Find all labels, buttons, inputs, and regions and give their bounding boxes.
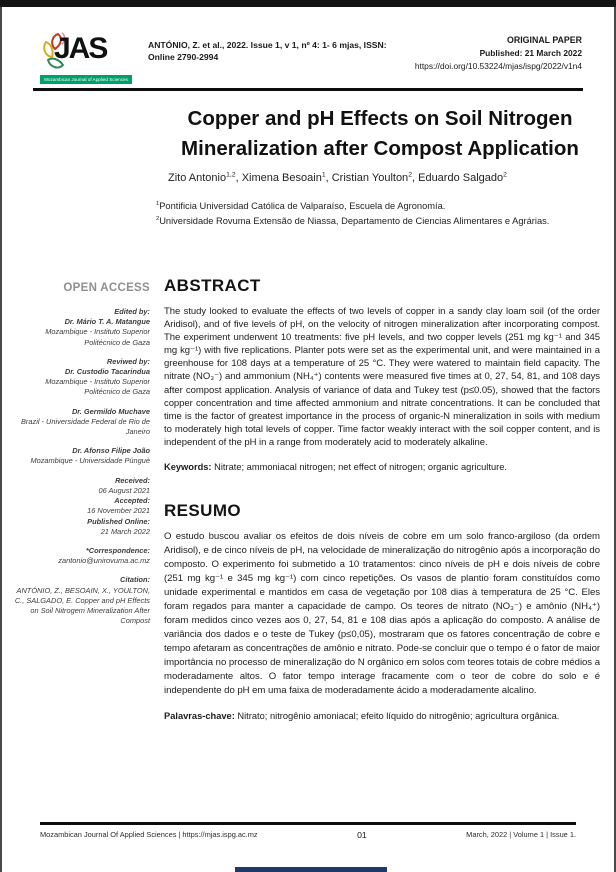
reviewed-by-label: Reviwed by: bbox=[106, 356, 150, 366]
footer-issue-info: March, 2022 | Volume 1 | Issue 1. bbox=[466, 830, 577, 839]
reviewer-block bbox=[8, 446, 150, 466]
published-online-label: Published Online: bbox=[87, 516, 150, 526]
author: Ximena Besoain$^1$, bbox=[241, 171, 332, 184]
accepted-date: 16 November 2021 bbox=[87, 506, 150, 516]
keywords-text: Nitrate; ammoniacal nitrogen; net effect of nitrogen; organic agriculture. bbox=[214, 462, 507, 473]
header-rule bbox=[33, 88, 583, 91]
affiliation: $^2$Universidade Rovuma Extensão de Niassa, Departamento de Ciencias Alimentares e Agrárias. bbox=[156, 216, 550, 227]
page-number: 01 bbox=[357, 830, 367, 840]
correspondence-block bbox=[8, 546, 150, 566]
main-content bbox=[164, 276, 600, 723]
editor-name: Dr. Mário T. A. Matangue bbox=[64, 317, 150, 327]
page-left-border bbox=[0, 7, 2, 872]
reviewer-name: Dr. Afonso Filipe João bbox=[72, 446, 150, 456]
reviewer-block bbox=[8, 407, 150, 438]
palavras-chave-line bbox=[164, 710, 600, 723]
footer-rule bbox=[40, 822, 576, 825]
published-date: Published: 21 March 2022 bbox=[479, 48, 582, 59]
header-citation-line: ANTÓNIO, Z. et al., 2022. Issue 1, v 1, nº 4: 1- 6 mjas, ISSN: Online 2790-2994 bbox=[148, 40, 387, 62]
correspondence-email[interactable]: zantonio@unirovuma.ac.mz bbox=[58, 556, 150, 566]
edited-by-label: Edited by: bbox=[114, 306, 150, 316]
keywords-line bbox=[164, 461, 562, 474]
resumo-heading: RESUMO bbox=[164, 501, 242, 521]
author: Cristian Youlton$^2$, bbox=[331, 171, 419, 184]
logo-acronym: JAS bbox=[54, 32, 107, 65]
abstract-heading: ABSTRACT bbox=[164, 276, 261, 295]
author: Eduardo Salgado$^2$ bbox=[418, 171, 507, 184]
reviewer-name: Dr. Germildo Muchave bbox=[71, 406, 150, 416]
resumo-body: O estudo buscou avaliar os efeitos de dois níveis de cobre em um solo franco-argiloso (da ordem Aridisol), e de cinco níveis de pH, na velocidade de mineralização do nitrogênio após a incorporação do composto. O experimento foi submetido a 10 tratamentos: cinco níveis de pH e dois níveis de cobre (251 mg kg⁻¹ e 345 mg kg⁻¹) com cinco repetições. Os vasos de plantio foram constituídos como unidade experimental e mantidos em casa de vegetação por 108 dias à temperatura de 25 °C. Eles foram regados para manter a capacidade de campo. Os teores de nitrato (NO₃⁻) e amônio (NH₄⁺) foram medidos cinco vezes aos 0, 27, 54, 81 e 108 dias após a aplicação do composto. A análise de variância dos dados e o teste de Tukey (p≤0,05), mostraram que os fatores concentração de cobre e tempo afetaram as concentrações de amônio e nitrato. Pode-se concluir que o tempo é o fator de maior importância no processo de mineralização do N orgânico em solos com teores totais de cobre médios a moderadamente altos. O fator tempo interage fracamente com o teor de cobre do solo e é independente do pH em uma faixa de moderadamente ácido a moderadamente alcalino. bbox=[164, 531, 600, 697]
paper-type-label: ORIGINAL PAPER bbox=[507, 35, 582, 45]
published-online-date: 21 March 2022 bbox=[100, 526, 150, 536]
title-line-1: Copper and pH Effects on Soil Nitrogen bbox=[187, 107, 573, 130]
doi-link[interactable]: https://doi.org/10.53224/mjas/ispg/2022/v1n4 bbox=[414, 60, 582, 71]
dates-block bbox=[8, 476, 150, 537]
edited-by-block bbox=[8, 307, 150, 348]
article-title bbox=[168, 104, 592, 163]
author: Zito Antonio$^{1,2}$, bbox=[168, 171, 242, 184]
journal-header bbox=[38, 30, 582, 84]
palavras-chave-text: Nitrato; nitrogênio amoniacal; efeito líquido do nitrogênio; agricultura orgânica. bbox=[237, 711, 560, 722]
article-meta-sidebar bbox=[8, 281, 150, 636]
logo-tagline: Mozambican Journal of Applied Sciences bbox=[40, 75, 132, 84]
author-list bbox=[168, 172, 592, 184]
citation-label: Citation: bbox=[120, 575, 150, 585]
reviewed-by-block bbox=[8, 357, 150, 398]
reviewer-affiliation: Brazil - Universidade Federal de Rio de Janeiro bbox=[21, 416, 150, 437]
accepted-label: Accepted: bbox=[114, 496, 150, 506]
footer-journal-link[interactable]: Mozambican Journal Of Applied Sciences | https://mjas.ispg.ac.mz bbox=[40, 830, 258, 839]
citation-block bbox=[8, 575, 150, 626]
received-date: 06 August 2021 bbox=[98, 485, 150, 495]
abstract-body: The study looked to evaluate the effects of two levels of copper in a sandy clay loam soil (of the order Aridisol), and of five levels of pH, on the velocity of nitrogen mineralization after incorporating compost. The experiment underwent 10 treatments: five pH levels, and two copper levels (251 mg kg⁻¹ and 345 mg kg⁻¹) with five replications. Planter pots were set as the experimental unit, and were maintained in a greenhouse for 108 days at a temperature of 25 °C. They were watered to maintain field capacity. The nitrate (NO₃⁻) and ammonium (NH₄⁺) contents were measured five times at 0, 27, 54, 81, and 108 days after compost application. Analysis of variance of data and Tukey test (p≤0.05), showed that the factors copper concentration and time affected ammonium and nitrate concentrations. It can be concluded that time is the factor of greatest importance in the process of organic-N mineralization in soils with medium to moderately high total levels of copper. Time factor weakly interact with the soil copper content, and is independent of the pH in a range from moderately acid to moderately alkaline. bbox=[164, 306, 600, 448]
reviewer-affiliation: Mozambique - Instituto Superior Politécnico de Gaza bbox=[45, 377, 150, 397]
title-line-2: Mineralization after Compost Application bbox=[181, 136, 579, 160]
page-footer bbox=[40, 830, 576, 840]
citation-text: ANTÓNIO, Z., BESOAIN, X., YOULTON, C., SALGADO, E. Copper and pH Effects on Soil Nitrogem Mineralization After Compost bbox=[14, 585, 150, 626]
open-access-badge: OPEN ACCESS bbox=[63, 282, 150, 294]
journal-logo bbox=[38, 30, 134, 84]
page-top-border bbox=[0, 0, 616, 7]
reviewer-affiliation: Mozambique - Universidade Púnguè bbox=[30, 456, 150, 466]
bottom-indicator-bar bbox=[235, 867, 387, 872]
palavras-chave-label: Palavras-chave: bbox=[164, 711, 235, 722]
affiliation: $^1$Pontificia Universidad Católica de Valparaíso, Escuela de Agronomía. bbox=[156, 200, 446, 211]
affiliation-list bbox=[156, 200, 596, 231]
editor-affiliation: Mozambique - Instituto Superior Politécnico de Gaza bbox=[45, 327, 150, 347]
keywords-label: Keywords: bbox=[164, 462, 212, 473]
received-label: Received: bbox=[115, 475, 150, 485]
resumo-section bbox=[164, 501, 600, 723]
header-meta bbox=[415, 30, 582, 72]
reviewer-name: Dr. Custodio Tacarindua bbox=[64, 366, 150, 376]
correspondence-label: *Correspondence: bbox=[85, 546, 150, 556]
